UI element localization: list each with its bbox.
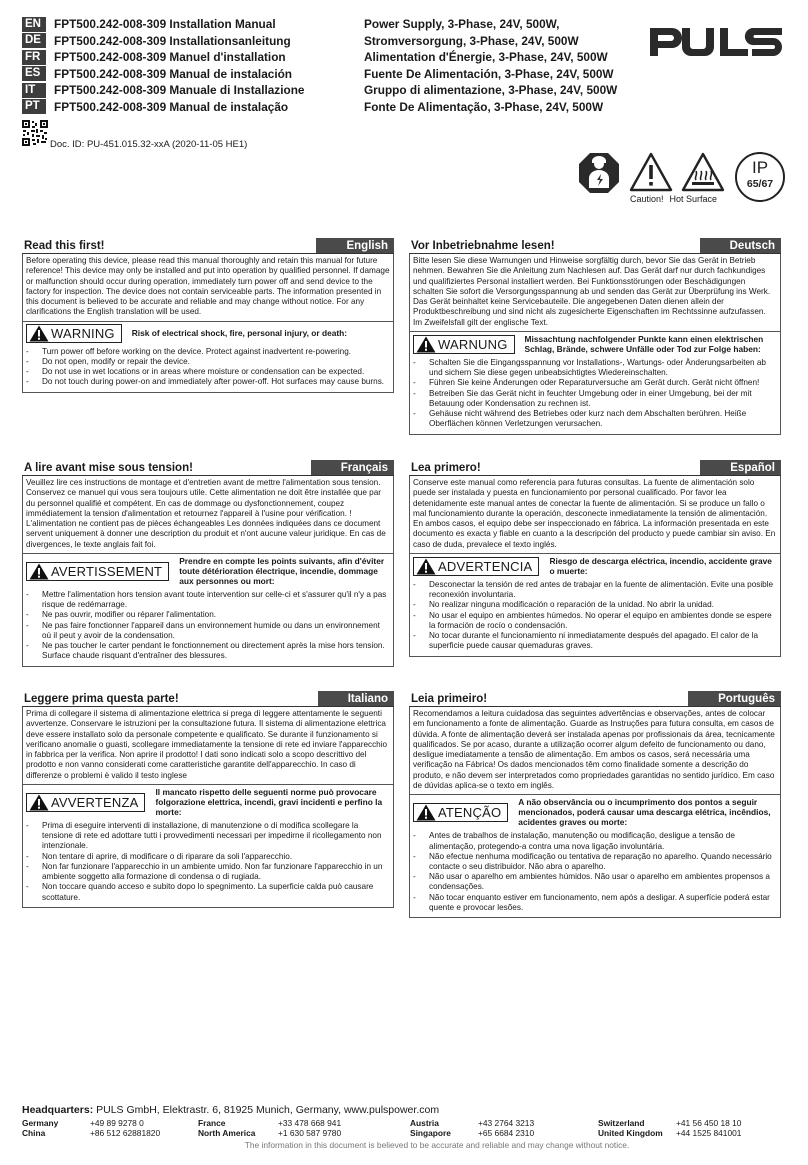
section-header [409,460,781,476]
phone: +65 6684 2310 [478,1128,535,1138]
warning-word: WARNUNG [438,336,508,352]
warning-badge [26,324,122,343]
list-item: - Do not open, modify or repair the device. [26,356,190,366]
phone: +33 478 668 941 [278,1118,342,1128]
country: Switzerland [598,1118,645,1128]
section-title: Leia primeiro! [411,693,488,705]
caution-icon [628,150,674,196]
manual-title: FPT500.242-008-309 Installationsanleitung [54,33,291,48]
puls-logo [646,24,786,60]
list-item: - Não efectue nenhuma modificação ou tentativa de reparação no aparelho. Quando necessário contacte o seu distribuidor. Não abra o aparelho. [413,851,772,871]
warning-list [410,829,780,917]
warning-triangle-icon [29,563,49,580]
list-item: - Non tentare di aprire, di modificare o di riparare da soli l'apparecchio. [26,851,293,861]
warning-word: AVERTISSEMENT [51,563,163,579]
intro-text: Before operating this device, please read this manual thoroughly and retain this manual for future reference! This device may only be installed and put into operation by qualified personnel. If damage or malfunction should occur during operation, immediately turn power off and send device to the factory for inspection. The device does not contain serviceable parts. The information presented in this document is believed to be accurate and reliable and may change without notice. For any clarifications the English translation will be used. [23,254,393,322]
doc-id: Doc. ID: PU-451.015.32-xxA (2020-11-05 HE1) [50,139,248,150]
product-subtitle: Fonte De Alimentação, 3-Phase, 24V, 500W [364,99,604,114]
warning-word: ATENÇÃO [438,804,502,820]
title-row-en [22,16,642,32]
title-row-it [22,82,642,98]
section-fr [22,460,394,667]
hq-text: PULS GmbH, Elektrastr. 6, 81925 Munich, Germany, www.pulspower.com [96,1104,440,1116]
list-item: - Não usar o aparelho em ambientes húmidos. Não usar o aparelho em ambientes propensos a condensações. [413,872,770,892]
warning-badge [26,562,169,581]
hot-surface-label: Hot Surface [669,194,718,204]
list-item: - Antes de trabalhos de instalação, manutenção ou modificação, desligue a tensão de alimentação, protegendo-a contra uma nova ligação involuntária. [413,831,735,851]
section-en [22,238,394,393]
country: Germany [22,1118,59,1128]
warning-text: Risk of electrical shock, fire, personal injury, or death: [131,328,348,339]
warning-list [23,345,393,392]
list-item: - Ne pas toucher le carter pendant le fonctionnement ou directement après la mise hors tension. Surface chaude risquant d'entraîner des blessures. [26,641,385,661]
phone: +1 630 587 9780 [278,1128,342,1138]
warning-row [23,785,393,819]
caution-label: Caution! [630,194,664,204]
warning-word: ADVERTENCIA [438,558,533,574]
title-row-pt [22,99,642,115]
hot-surface-icon [680,150,726,196]
warning-triangle-icon [29,794,49,811]
lang-code: ES [22,66,46,81]
lang-code: IT [22,83,46,98]
intro-text: Bitte lesen Sie diese Warnungen und Hinweise sorgfältig durch, bevor Sie das Gerät in Betrieb nehmen. Bewahren Sie die Anleitung zum Nachlesen auf. Das Gerät darf nur durch fachkundiges und qualifiziertes Personal installiert werden. Bei Funktionsstörungen oder Beschädigungen schalten Sie sofort die Versorgungsspannung ab und senden das Gerät zur Überprüfung ins Werk. Das Gerät beinhaltet keine Servicebauteile. Die angegebenen Daten dienen allein der Produktbeschreibung und sind nicht als zugesicherte Eigenschaften im Rechtssinne aufzufassen. Im Zweifelsfall gilt der englische Text. [410,254,780,332]
list-item: - Do not use in wet locations or in areas where moisture or condensation can be expected. [26,367,365,377]
symbol-labels [630,194,717,204]
country: Singapore [410,1128,451,1138]
phone: +43 2764 3213 [478,1118,535,1128]
intro-text: Veuillez lire ces instructions de montage et d'entretien avant de mettre l'alimentation sous tension. Conservez ce manuel qui vous sera toujours utile. Cette alimentation ne doit être installée que par du personnel qualifié et compétent. En cas de dommage ou dysfonctionnement, coupez immédiatement la tension d'alimentation et retournez l'appareil à l'usine pour vérification. ! L'alimentation ne contient pas de pièces échangeables Les données indiquées dans ce document servent uniquement à donner une description du produit et n'ont aucune valeur juridique. En cas de divergences, le texte anglais fait foi. [23,476,393,554]
warning-badge [26,793,145,812]
list-item: - Non far funzionare l'apparecchio in un ambiente umido. Non far funzionare l'apparecchio in un ambiente soggetto alla formazione di condensa o di rugiada. [26,861,383,882]
warning-text: Prendre en compte les points suivants, afin d'éviter toute détérioration électrique, incendie, dommage aux personnes ou mort: [179,556,385,587]
lang-code: DE [22,33,46,48]
list-item: - Non toccare quando acceso e subito dopo lo spegnimento. La superficie calda può causare scottature. [26,882,374,902]
section-body [22,476,394,667]
warning-list [410,356,780,433]
list-item: - Mettre l'alimentation hors tension avant toute intervention sur celle-ci et s'assurer qu'il n'y a pas risque de redémarrage. [26,590,387,610]
phone: +44 1525 841001 [676,1128,742,1138]
warning-badge [413,557,539,576]
ip-top: IP [751,158,769,177]
manual-title: FPT500.242-008-309 Manuale di Installazione [54,83,305,97]
list-item: - Gehäuse nicht während des Betriebes oder kurz nach dem Abschalten berühren. Heiße Oberflächen können Verletzungen verursachen. [413,409,747,429]
warning-row [410,795,780,829]
warning-list [410,578,780,655]
section-language: Português [688,691,781,706]
manual-title: FPT500.242-008-309 Installation Manual [54,17,276,31]
product-subtitle: Fuente De Alimentación, 3-Phase, 24V, 500W [364,66,614,81]
safety-symbols [576,150,726,196]
warning-text: A não observância ou o incumprimento dos pontos a seguir mencionados, poderá causar uma descarga elétrica, incêndios, acidentes graves ou morte: [518,797,771,828]
section-body [22,707,394,908]
warning-text: Il mancato rispetto delle seguenti norme può provocare folgorazione elettrica, incendi, gravi incidenti e perfino la morte: [155,787,383,818]
section-language: Deutsch [700,238,781,253]
country: North America [198,1128,256,1138]
qualified-person-icon [576,150,622,196]
list-item: - Turn power off before working on the device. Protect against inadvertent re-powering. [26,346,352,356]
product-subtitle: Stromversorgung, 3-Phase, 24V, 500W [364,33,579,48]
intro-text: Conserve este manual como referencia para futuras consultas. La fuente de alimentación solo puede ser instalada y puesta en funcionamiento por personal cualificado. Por favor lea detenidamente este manual antes de conectar la fuente de alimentación. Si se produce un fallo o mal funcionamiento durante la operación, desconecte inmediatamente la tensión de alimentación. En ambos casos, el equipo debe ser inspeccionado en fábrica. La información presentada en este documento es exacta y fiable en cuanto a la descripción del producto y puede cambiar sin aviso. En caso de duda, prevalece el texto inglés. [410,476,780,554]
section-language: Italiano [318,691,394,706]
title-row-es [22,66,642,82]
headquarters [22,1104,792,1116]
section-body [409,707,781,918]
ip-bottom: 65/67 [746,178,774,190]
country: France [198,1118,226,1128]
list-item: - No realizar ninguna modificación o reparación de la unidad. No abrir la unidad. [413,600,714,610]
list-item: - Do not touch during power-on and immediately after power-off. Hot surfaces may cause burns. [26,377,385,387]
title-row-de [22,33,642,49]
manual-title: FPT500.242-008-309 Manuel d'installation [54,50,286,64]
warning-triangle-icon [416,336,436,353]
warning-badge [413,803,508,822]
hq-label: Headquarters: [22,1104,94,1116]
product-subtitle: Alimentation d'Énergie, 3-Phase, 24V, 500W [364,50,608,64]
lang-code: FR [22,50,46,65]
phone: +49 89 9278 0 [90,1118,144,1128]
warning-triangle-icon [416,804,436,821]
intro-text: Prima di collegare il sistema di alimentazione elettrica si prega di leggere attentamente le seguenti avvertenze. Conservare le istruzioni per la consultazione futura. Il sistema di alimentazione elettrica deve essere installato solo da personale competente e qualificato. Se durante il funzionamento si verificano anomalie o guasti, scollegare immediatamente la tensione di rete ed inviare l'apparecchio in fabbrica per la verifica. Non aprire il prodotto! I dati sono indicati solo a scopo descrittivo del prodotto e non vanno considerati come caratteristiche garantite dell'apparecchio. In caso di differenze o problemi è valido il testo inglese [23,707,393,785]
ip-rating-icon [735,152,785,202]
disclaimer: The information in this document is believed to be accurate and reliable and may change without notice. [244,1140,630,1150]
manual-title: FPT500.242-008-309 Manual de instalação [54,99,289,114]
section-header [409,691,781,707]
qr-code [22,120,48,146]
section-header [409,238,781,254]
list-item: - Não tocar enquanto estiver em funcionamento, nem após a desligar. A superfície poderá estar quente e provocar lesões. [413,892,770,912]
warning-word: WARNING [51,325,115,341]
warning-row [410,332,780,356]
list-item: - No usar el equipo en ambientes húmedos. No operar el equipo en ambientes donde se espere la formación de rocío o condensación. [413,610,772,630]
warning-word: AVVERTENZA [51,794,139,810]
section-title: Vor Inbetriebnahme lesen! [411,240,555,252]
list-item: - Ne pas faire fonctionner l'appareil dans un environnement humide ou dans un environnement où il peut y avoir de la condensation. [26,620,380,640]
phone: +41 56 450 18 10 [676,1118,742,1128]
section-body [409,254,781,435]
warning-triangle-icon [29,325,49,342]
lang-code: EN [22,17,46,32]
section-title: Read this first! [24,240,105,252]
footer [22,1104,792,1150]
section-body [22,254,394,393]
warning-text: Missachtung nachfolgender Punkte kann einen elektrischen Schlag, Brände, schwere Unfälle oder Tod zur Folge haben: [524,334,764,355]
section-language: English [316,238,394,253]
warning-badge [413,335,515,354]
intro-text: Recomendamos a leitura cuidadosa das seguintes advertências e observações, antes de colocar em funcionamento a fonte de alimentação. Guarde as Instruções para futura consulta, em casos de dúvida. A fonte de alimentação deverá ser instalada apenas por profissionais da área, tecnicamente qualificados. Se por acaso, durante a utilização ocorrer algum defeito de funcionamento ou dano, desligue imediatamente a tensão de alimentação. Em ambos os casos, será necessária uma verificação na Fábrica! Os dados mencionados têm como finalidade somente a descrição do produto, e não devem ser interpretados como propriedades garantidas no sentido jurídico. Em caso de dúvidas aplica-se o texto em inglês. [410,707,780,795]
section-header [22,691,394,707]
list-item: - Betreiben Sie das Gerät nicht in feuchter Umgebung oder in einer Umgebung, bei der mit Betauung oder Kondensation zu rechnen ist. [413,388,752,408]
section-body [409,476,781,657]
section-language: Français [311,460,394,475]
country: Austria [410,1118,439,1128]
list-item: - Führen Sie keine Änderungen oder Reparaturversuche am Gerät durch. Gerät nicht öffnen! [413,378,760,388]
product-subtitle: Power Supply, 3-Phase, 24V, 500W, [364,17,560,31]
country: China [22,1128,46,1138]
section-title: A lire avant mise sous tension! [24,462,193,474]
country: United Kingdom [598,1128,663,1138]
manual-title: FPT500.242-008-309 Manual de instalación [54,66,293,81]
section-it [22,691,394,908]
phone: +86 512 62881820 [90,1128,161,1138]
section-title: Lea primero! [411,462,481,474]
lang-code: PT [22,99,46,114]
list-item: - Ne pas ouvrir, modifier ou réparer l'alimentation. [26,610,217,620]
title-block [22,16,642,115]
section-language: Español [700,460,781,475]
list-item: - Prima di eseguire interventi di installazione, di manutenzione o di modifica scollegare la tensione di rete ed adottare tutti i provvedimenti necessari per impedirne il ricollegamento non intenzionale. [26,821,382,851]
list-item: - Desconectar la tensión de red antes de trabajar en la fuente de alimentación. Evite una posible reconexión involuntaria. [413,580,774,600]
section-header [22,460,394,476]
contact-grid [22,1118,792,1138]
section-title: Leggere prima questa parte! [24,693,179,705]
section-pt [409,691,781,918]
section-header [22,238,394,254]
list-item: - No tocar durante el funcionamiento ni inmediatamente después del apagado. El calor de la superficie puede causar quemaduras graves. [413,631,759,651]
warning-list [23,819,393,907]
title-row-fr [22,49,642,65]
warning-row [410,554,780,578]
warning-list [23,588,393,665]
warning-text: Riesgo de descarga eléctrica, incendio, accidente grave o muerte: [549,556,772,577]
warning-triangle-icon [416,558,436,575]
list-item: - Schalten Sie die Eingangsspannung vor Installations-, Wartungs- oder Änderungsarbeiten ab und sichern Sie diese gegen unbeabsichtigtes Wiedereinschalten. [413,358,766,378]
product-subtitle: Gruppo di alimentazione, 3-Phase, 24V, 500W [364,83,618,97]
warning-row [23,322,393,345]
section-es [409,460,781,657]
section-de [409,238,781,435]
warning-row [23,554,393,588]
